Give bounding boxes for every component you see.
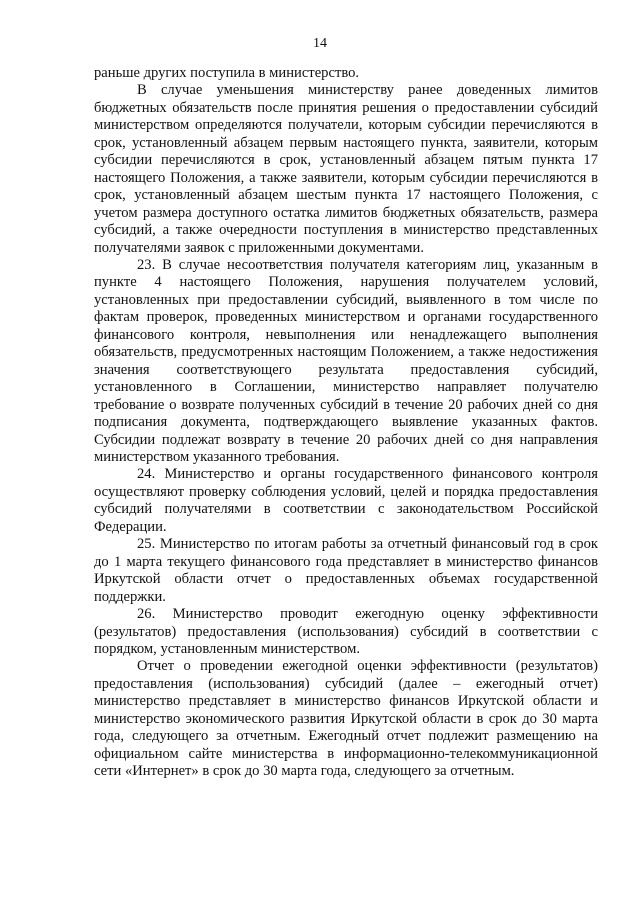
paragraph-item-24: 24. Министерство и органы государственного финансового контроля осуществляют проверку соблюдения условий, целей и порядка предоставления субсидий получателями в соответствии с законодательством Российской Федерации.	[94, 466, 598, 535]
paragraph-item-25: 25. Министерство по итогам работы за отчетный финансовый год в срок до 1 марта текущего финансового года представляет в министерство финансов Иркутской области отчет о предоставленных объемах государственной поддержки.	[94, 536, 598, 605]
document-body	[94, 65, 598, 781]
paragraph-item-23: 23. В случае несоответствия получателя категориям лиц, указанным в пункте 4 настоящего Положения, нарушения получателем условий, установленных при предоставлении субсидий, выявленного в том числе по фактам проверок, проведенных министерством и органами государственного финансового контроля, невыполнения или ненадлежащего выполнения обязательств, предусмотренных настоящим Положением, а также недостижения значения соответствующего результата предоставления субсидий, установленного в Соглашении, министерство направляет получателю требование о возврате полученных субсидий в течение 20 рабочих дней со дня подписания документа, подтверждающего выявление указанных фактов. Субсидии подлежат возврату в течение 20 рабочих дней со дня направления министерством указанного требования.	[94, 256, 598, 465]
paragraph-item-26: 26. Министерство проводит ежегодную оценку эффективности (результатов) предоставления (использования) субсидий в соответствии с порядком, установленным министерством.	[94, 606, 598, 657]
paragraph-limits-reduction: В случае уменьшения министерству ранее доведенных лимитов бюджетных обязательств после принятия решения о предоставлении субсидий министерством определяются получатели, которым субсидии перечисляются в срок, установленный абзацем первым настоящего пункта, заявители, которым субсидии перечисляются в срок, установленный абзацем пятым пункта 17 настоящего Положения, а также заявители, которым субсидии перечисляются в срок, установленный абзацем шестым пункта 17 настоящего Положения, с учетом размера доступного остатка лимитов бюджетных обязательств, размера субсидий, а также очередности поступления в министерство представленных получателями заявок с приложенными документами.	[94, 82, 598, 256]
page-number: 14	[313, 36, 327, 51]
paragraph-annual-report: Отчет о проведении ежегодной оценки эффективности (результатов) предоставления (использования) субсидий (далее – ежегодный отчет) министерство представляет в министерство финансов Иркутской области и министерство экономического развития Иркутской области в срок до 30 марта года, следующего за отчетным. Ежегодный отчет подлежит размещению на официальном сайте министерства в информационно-телекоммуникационной сети «Интернет» в срок до 30 марта года, следующего за отчетным.	[94, 658, 598, 780]
paragraph-continuation: раньше других поступила в министерство.	[94, 65, 360, 81]
